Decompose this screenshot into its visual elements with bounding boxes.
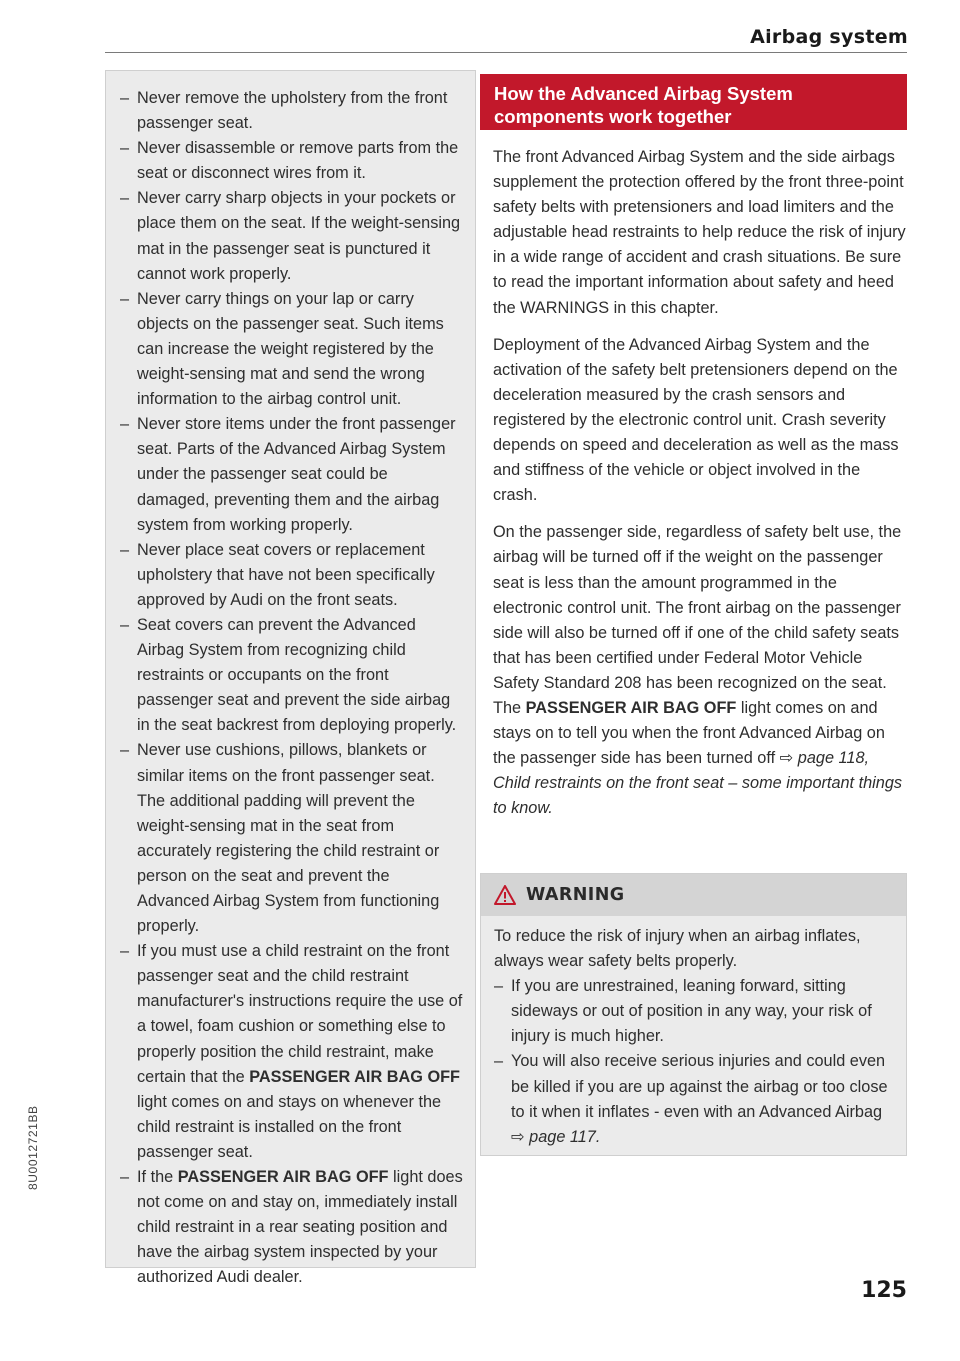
- list-item: – Never carry things on your lap or carry objects on the passenger seat. Such items can increase the weight registered by the weight-sensing mat and send the wrong information to the airbag control unit.: [120, 287, 463, 412]
- section-heading: How the Advanced Airbag System components work together: [480, 74, 907, 130]
- indicator-label: PASSENGER AIR BAG OFF: [525, 698, 737, 717]
- item-text: If you must use a child restraint on the front passenger seat and the child restraint manufacturer's instructions require the use of a towel, foam cushion or something else to properly position the child restraint, make certain that the: [137, 942, 463, 1086]
- item-text: If the: [137, 1168, 178, 1187]
- list-item: [120, 939, 463, 1165]
- item-text: You will also receive serious injuries and could even be killed if you are up against the airbag or too close to it when it inflates - even with an Advanced Airbag: [511, 1052, 888, 1121]
- page-number: 125: [861, 1278, 907, 1303]
- paragraph: Deployment of the Advanced Airbag System and the activation of the safety belt pretensioners depend on the deceleration measured by the crash sensors and registered by the electronic control unit. Crash severity depends on speed and deceleration as well as the mass and stiffness of the vehicle or object involved in the crash.: [493, 335, 899, 505]
- header-divider: [105, 52, 907, 53]
- list-item: – Never store items under the front passenger seat. Parts of the Advanced Airbag System under the passenger seat could be damaged, preventing them and the airbag system from working properly.: [120, 412, 463, 537]
- list-item: – Never carry sharp objects in your pockets or place them on the seat. If the weight-sensing mat in the passenger seat is punctured it cannot work properly.: [120, 186, 463, 286]
- warning-intro: To reduce the risk of injury when an airbag inflates, always wear safety belts properly.: [494, 927, 861, 971]
- paragraph: [493, 520, 907, 821]
- list-item: – Never disassemble or remove parts from the seat or disconnect wires from it.: [120, 136, 463, 186]
- list-item: – If you are unrestrained, leaning forward, sitting sideways or out of position in any way, your risk of injury is much higher.: [494, 974, 894, 1049]
- section-title: Airbag system: [750, 26, 908, 48]
- section-body: [493, 145, 907, 833]
- warning-box: [480, 873, 907, 1156]
- list-item: [494, 1049, 894, 1149]
- warning-title: WARNING: [526, 885, 625, 905]
- indicator-label: PASSENGER AIR BAG OFF: [249, 1067, 460, 1086]
- warning-header: [481, 874, 906, 916]
- page-reference-link[interactable]: ⇨ page 118, Child restraints on the front seat – some important things to know.: [493, 749, 903, 818]
- list-item: – Seat covers can prevent the Advanced Airbag System from recognizing child restraints or occupants on the front passenger seat and prevent the side airbag in the seat backrest from deploying properly.: [120, 613, 463, 738]
- warning-list: [494, 974, 894, 1150]
- paragraph-text: On the passenger side, regardless of safety belt use, the airbag will be turned off if the weight on the passenger seat is less than the amount programmed in the electronic control unit. The front airbag on the passenger side will also be turned off if one of the child safety seats that has been certified under Federal Motor Vehicle Safety Standard 208 has been recognized on the seat. The: [493, 523, 902, 717]
- document-code: 8U0012721BB: [26, 1105, 40, 1190]
- page-reference-link[interactable]: ⇨ page 117.: [511, 1127, 601, 1146]
- caution-box: [105, 70, 476, 1287]
- paragraph-text: light comes on and stays on to tell you when the front Advanced Airbag on the passenger side has been turned off: [493, 698, 885, 768]
- indicator-label: PASSENGER AIR BAG OFF: [177, 1168, 389, 1187]
- paragraph: The front Advanced Airbag System and the side airbags supplement the protection offered by the front three-point safety belts with pretensioners and load limiters and the adjustable head restraints to help reduce the risk of injury in a wide range of accident and crash situations. Be sure to read the important information about safety and heed the WARNINGS in this chapter.: [493, 148, 906, 317]
- list-item: – Never use cushions, pillows, blankets or similar items on the front passenger seat. The additional padding will prevent the weight-sensing mat in the seat from accurately registering the child restraint or person on the seat and prevent the Advanced Airbag System from functioning properly.: [120, 738, 463, 939]
- caution-list: [106, 71, 475, 1291]
- list-item: – Never place seat covers or replacement upholstery that have not been specifically approved by Audi on the front seats.: [120, 538, 463, 613]
- item-text: light does not come on and stay on, immediately install child restraint in a rear seating position and have the airbag system inspected by your authorized Audi dealer.: [137, 1168, 463, 1287]
- warning-triangle-icon: [494, 885, 516, 905]
- warning-body: [481, 916, 906, 1150]
- item-text: light comes on and stays on whenever the child restraint is installed on the front passenger seat.: [137, 1092, 442, 1161]
- list-item: [120, 1165, 463, 1290]
- list-item: – Never remove the upholstery from the front passenger seat.: [120, 86, 463, 136]
